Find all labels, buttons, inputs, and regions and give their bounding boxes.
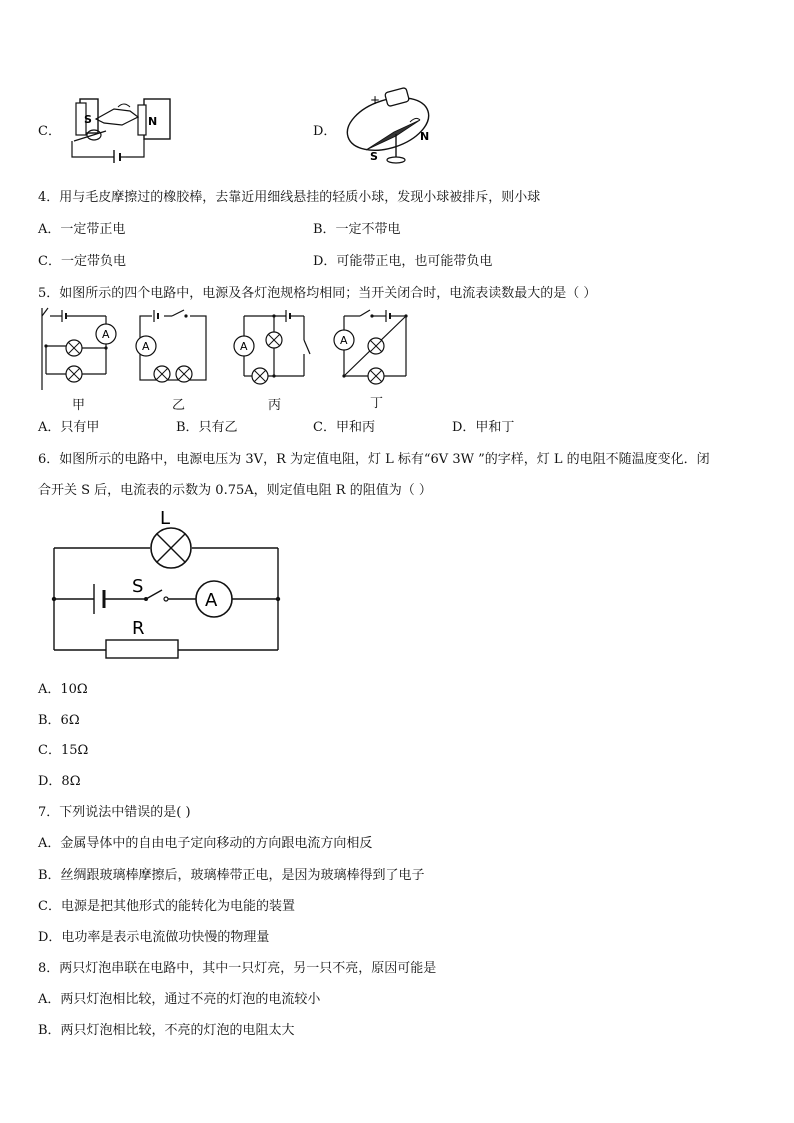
q6-option-b: B．6Ω — [38, 713, 80, 728]
ammeter-label: A — [142, 340, 150, 353]
q5-option-b: B．只有乙 — [176, 420, 238, 435]
q5-circuit-ding — [330, 306, 414, 386]
battery-cell — [385, 87, 410, 106]
q7-option-c: C．电源是把其他形式的能转化为电能的装置 — [38, 899, 295, 914]
ammeter-label: A — [240, 340, 248, 353]
q5-circuit-jia — [38, 306, 122, 390]
q3-option-c-label: C． — [38, 124, 61, 139]
switch-blade — [42, 308, 48, 316]
ammeter-label: A — [102, 328, 110, 341]
switch-blade — [304, 340, 310, 354]
battery-plus: + — [370, 93, 381, 107]
ammeter-label: A — [205, 590, 218, 611]
needle-s-label: S — [370, 150, 378, 163]
q6-option-d: D．8Ω — [38, 774, 81, 789]
q7-stem: 7．下列说法中错误的是( ) — [38, 805, 191, 820]
q4-option-d: D．可能带正电，也可能带负电 — [313, 254, 493, 269]
compass-needle — [366, 120, 420, 150]
q4-stem: 4．用与毛皮摩擦过的橡胶棒，去靠近用细线悬挂的轻质小球，发现小球被排斥，则小球 — [38, 190, 541, 205]
q7-option-a: A．金属导体中的自由电子定向移动的方向跟电流方向相反 — [38, 836, 373, 851]
switch-s — [146, 590, 162, 599]
resistor-r-label: R — [132, 618, 145, 639]
switch-s-label: S — [132, 576, 144, 597]
q5-caption-bing: 丙 — [268, 398, 282, 413]
q6-option-a: A．10Ω — [38, 682, 88, 697]
q6-stem-line-2: 合开关 S 后，电流表的示数为 0.75A，则定值电阻 R 的阻值为（ ） — [38, 483, 432, 498]
ammeter-label: A — [340, 334, 348, 347]
q5-circuit-yi — [132, 306, 212, 386]
q5-stem: 5．如图所示的四个电路中，电源及各灯泡规格均相同；当开关闭合时，电流表读数最大的是（ ） — [38, 286, 597, 301]
q6-circuit-figure — [46, 506, 286, 664]
q8-option-b: B．两只灯泡相比较，不亮的灯泡的电阻太大 — [38, 1023, 295, 1038]
q8-option-a: A．两只灯泡相比较，通过不亮的灯泡的电流较小 — [38, 992, 321, 1007]
q6-option-c: C．15Ω — [38, 743, 89, 758]
q3-option-d-label: D． — [313, 124, 337, 139]
resistor-r — [106, 640, 178, 658]
q7-option-d: D．电功率是表示电流做功快慢的物理量 — [38, 930, 270, 945]
switch-blade — [360, 310, 370, 316]
magnet-n-label: N — [148, 115, 158, 128]
q5-caption-jia: 甲 — [72, 398, 86, 413]
q3-figure-d-compass-coil — [340, 84, 440, 168]
q4-option-a: A．一定带正电 — [38, 222, 126, 237]
q4-option-c: C．一定带负电 — [38, 254, 126, 269]
needle-n-label: N — [420, 130, 430, 143]
magnet-s-label: S — [84, 113, 92, 126]
q5-circuit-bing — [230, 306, 316, 388]
q6-stem-line-1: 6．如图所示的电路中，电源电压为 3V，R 为定值电阻，灯 L 标有“6V 3W ”的字样，灯 L 的电阻不随温度变化．闭 — [38, 452, 710, 467]
lamp-l-label: L — [160, 508, 171, 529]
coil — [96, 109, 138, 125]
q3-figure-c-motor — [66, 95, 174, 163]
q5-option-d: D．甲和丁 — [452, 420, 515, 435]
q5-option-c: C．甲和丙 — [313, 420, 375, 435]
q5-option-a: A．只有甲 — [38, 420, 100, 435]
q5-caption-yi: 乙 — [172, 398, 186, 413]
q4-option-b: B．一定不带电 — [313, 222, 401, 237]
q8-stem: 8．两只灯泡串联在电路中，其中一只灯亮，另一只不亮，原因可能是 — [38, 961, 437, 976]
q7-option-b: B．丝绸跟玻璃棒摩擦后，玻璃棒带正电，是因为玻璃棒得到了电子 — [38, 868, 425, 883]
q5-caption-ding: 丁 — [370, 396, 384, 411]
